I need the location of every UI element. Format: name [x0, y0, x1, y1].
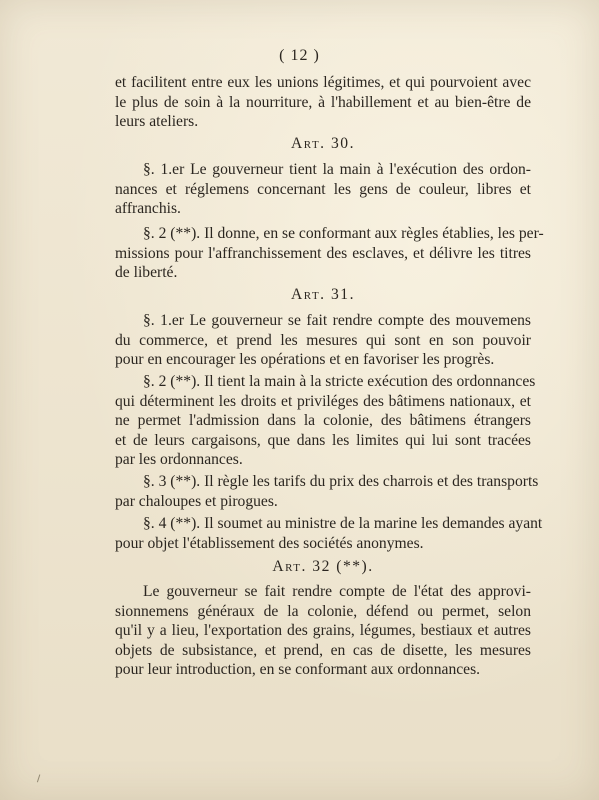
text-line: §. 1.er Le gouverneur se fait rendre compte des mouvemens: [143, 312, 531, 329]
text-line: du commerce, et prend les mesures qui sont en son pouvoir: [115, 331, 531, 349]
text-line: §. 1.er Le gouverneur tient la main à l'exécution des ordon-: [143, 161, 531, 178]
section-paragraph: [115, 472, 539, 511]
section-paragraph: [115, 311, 531, 370]
text-line: leurs ateliers.: [115, 113, 199, 130]
section-paragraph: [115, 160, 531, 219]
text-line: pour en encourager les opérations et en favoriser les progrès.: [115, 351, 495, 368]
text-line: pour leur introduction, en se conformant aux ordonnances.: [115, 661, 481, 678]
section-paragraph: [115, 224, 544, 283]
text-line: et facilitent entre eux les unions légitimes, et qui pourvoient avec: [115, 74, 531, 91]
text-line: de liberté.: [115, 264, 178, 281]
text-line: missions pour l'affranchissement des esclaves, et délivre les titres: [115, 244, 531, 262]
text-line: par les ordonnances.: [115, 451, 243, 468]
article-heading-text: Art. 30.: [291, 135, 355, 152]
text-line: nances et réglemens concernant les gens de couleur, libres et: [115, 180, 531, 198]
article-heading: [115, 557, 531, 577]
article-heading: [115, 134, 531, 154]
article-heading: [115, 285, 531, 305]
section-paragraph: [115, 582, 531, 680]
text-line: le plus de soin à la nourriture, à l'habillement et au bien-être de: [115, 93, 531, 111]
text-line: §. 4 (**). Il soumet au ministre de la marine les demandes ayant: [143, 515, 543, 532]
text-line: pour objet l'établissement des sociétés anonymes.: [115, 534, 424, 552]
text-line: et de leurs cargaisons, que dans les limites qui lui sont tracées: [115, 431, 531, 449]
text-line: qu'il y a lieu, l'exportation des grains, légumes, bestiaux et autres: [115, 622, 531, 639]
text-line: §. 2 (**). Il tient la main à la stricte exécution des ordonnances: [143, 373, 536, 390]
text-line: affranchis.: [115, 200, 181, 217]
text-line: par chaloupes et pirogues.: [115, 492, 278, 510]
article-heading-text: Art. 32 (**).: [272, 558, 374, 575]
paragraph-continuation: [115, 73, 531, 132]
section-paragraph: [115, 514, 543, 553]
page-number: ( 12 ): [279, 47, 320, 64]
text-line: sionnemens généraux de la colonie, défend ou permet, selon: [115, 602, 531, 620]
text-line: §. 3 (**). Il règle les tarifs du prix des charrois et des transports: [143, 473, 539, 490]
article-heading-text: Art. 31.: [291, 286, 355, 303]
text-line: Le gouverneur se fait rendre compte de l'état des approvi-: [143, 583, 531, 600]
text-line: §. 2 (**). Il donne, en se conformant aux règles établies, les per-: [143, 225, 544, 242]
text-line: qui déterminent les droits et priviléges des bâtimens nationaux, et: [115, 392, 531, 410]
section-paragraph: [115, 372, 536, 470]
text-line: ne permet l'admission dans la colonie, des bâtimens étrangers: [115, 412, 531, 429]
pencil-mark: [37, 774, 44, 783]
text-line: objets de subsistance, et prend, en cas de disette, les mesures: [115, 641, 531, 659]
